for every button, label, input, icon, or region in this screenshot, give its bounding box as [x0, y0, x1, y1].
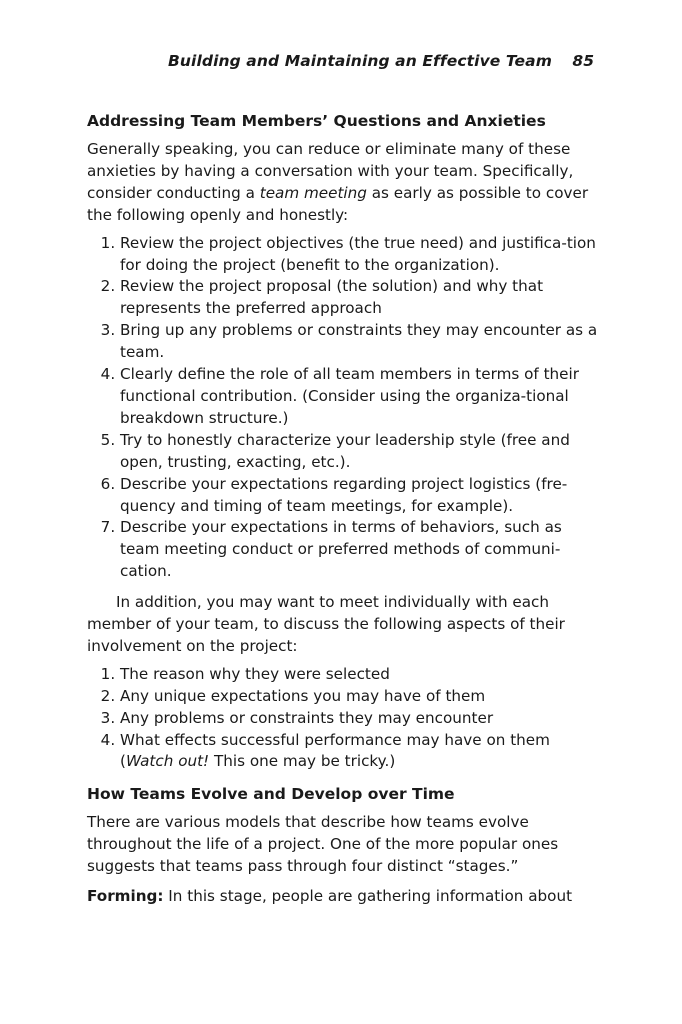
evolve-paragraph: There are various models that describe how teams evolve throughout the life of a project. One of the more popular ones suggests that teams pass through four distinct “stages.” [87, 813, 559, 876]
list-item: 2. Any unique expectations you may have of them [120, 686, 599, 708]
list-item: 4. Clearly define the role of all team members in terms of their functional contribution. (Consider using the organiza-tional breakdown structure.) [120, 364, 599, 430]
list-item: 5. Try to honestly characterize your leadership style (free and open, trusting, exacting, etc.). [120, 430, 599, 474]
list-item: 2. Review the project proposal (the solution) and why that represents the preferred approach [120, 276, 599, 320]
list-item-emphasis: Watch out! [125, 752, 210, 771]
page-header [86, 52, 598, 76]
individual-topics-list [87, 664, 599, 774]
meeting-topics-list [87, 233, 599, 584]
list-item-text-start: What effects successful performance may have on them ( [120, 730, 550, 771]
intro-emphasis: team meeting [259, 183, 367, 202]
forming-paragraph [87, 886, 599, 908]
forming-text: In this stage, people are gathering information about [163, 887, 573, 906]
list-item: 3. Bring up any problems or constraints they may encounter as a team. [120, 320, 599, 364]
running-title: Building and Maintaining an Effective Team [168, 52, 552, 70]
list-item: 7. Describe your expectations in terms of behaviors, such as team meeting conduct or preferred methods of communi-cation. [120, 517, 599, 583]
page-number: 85 [572, 52, 594, 70]
section-heading-evolve: How Teams Evolve and Develop over Time [87, 785, 455, 804]
forming-label: Forming: [87, 887, 164, 906]
list-item: 1. Review the project objectives (the true need) and justifica-tion for doing the project (benefit to the organization). [120, 233, 599, 277]
section-heading-anxieties: Addressing Team Members’ Questions and Anxieties [87, 112, 546, 130]
addition-paragraph: In addition, you may want to meet individually with each member of your team, to discuss the following aspects of their involvement on the project: [87, 593, 565, 655]
list-item: 1. The reason why they were selected [120, 664, 599, 686]
intro-text-end: as early as possible to cover the following openly and honestly: [87, 183, 589, 224]
list-item [120, 730, 599, 774]
list-item: 3. Any problems or constraints they may encounter [120, 708, 599, 730]
list-item: 6. Describe your expectations regarding project logistics (fre-quency and timing of team meetings, for example). [120, 474, 599, 518]
intro-text-start: Generally speaking, you can reduce or eliminate many of these anxieties by having a conversation with your team. Specifically, consider conducting a [87, 140, 574, 202]
intro-paragraph [87, 139, 599, 227]
page-body [87, 110, 599, 908]
list-item-text-end: This one may be tricky.) [209, 752, 396, 771]
